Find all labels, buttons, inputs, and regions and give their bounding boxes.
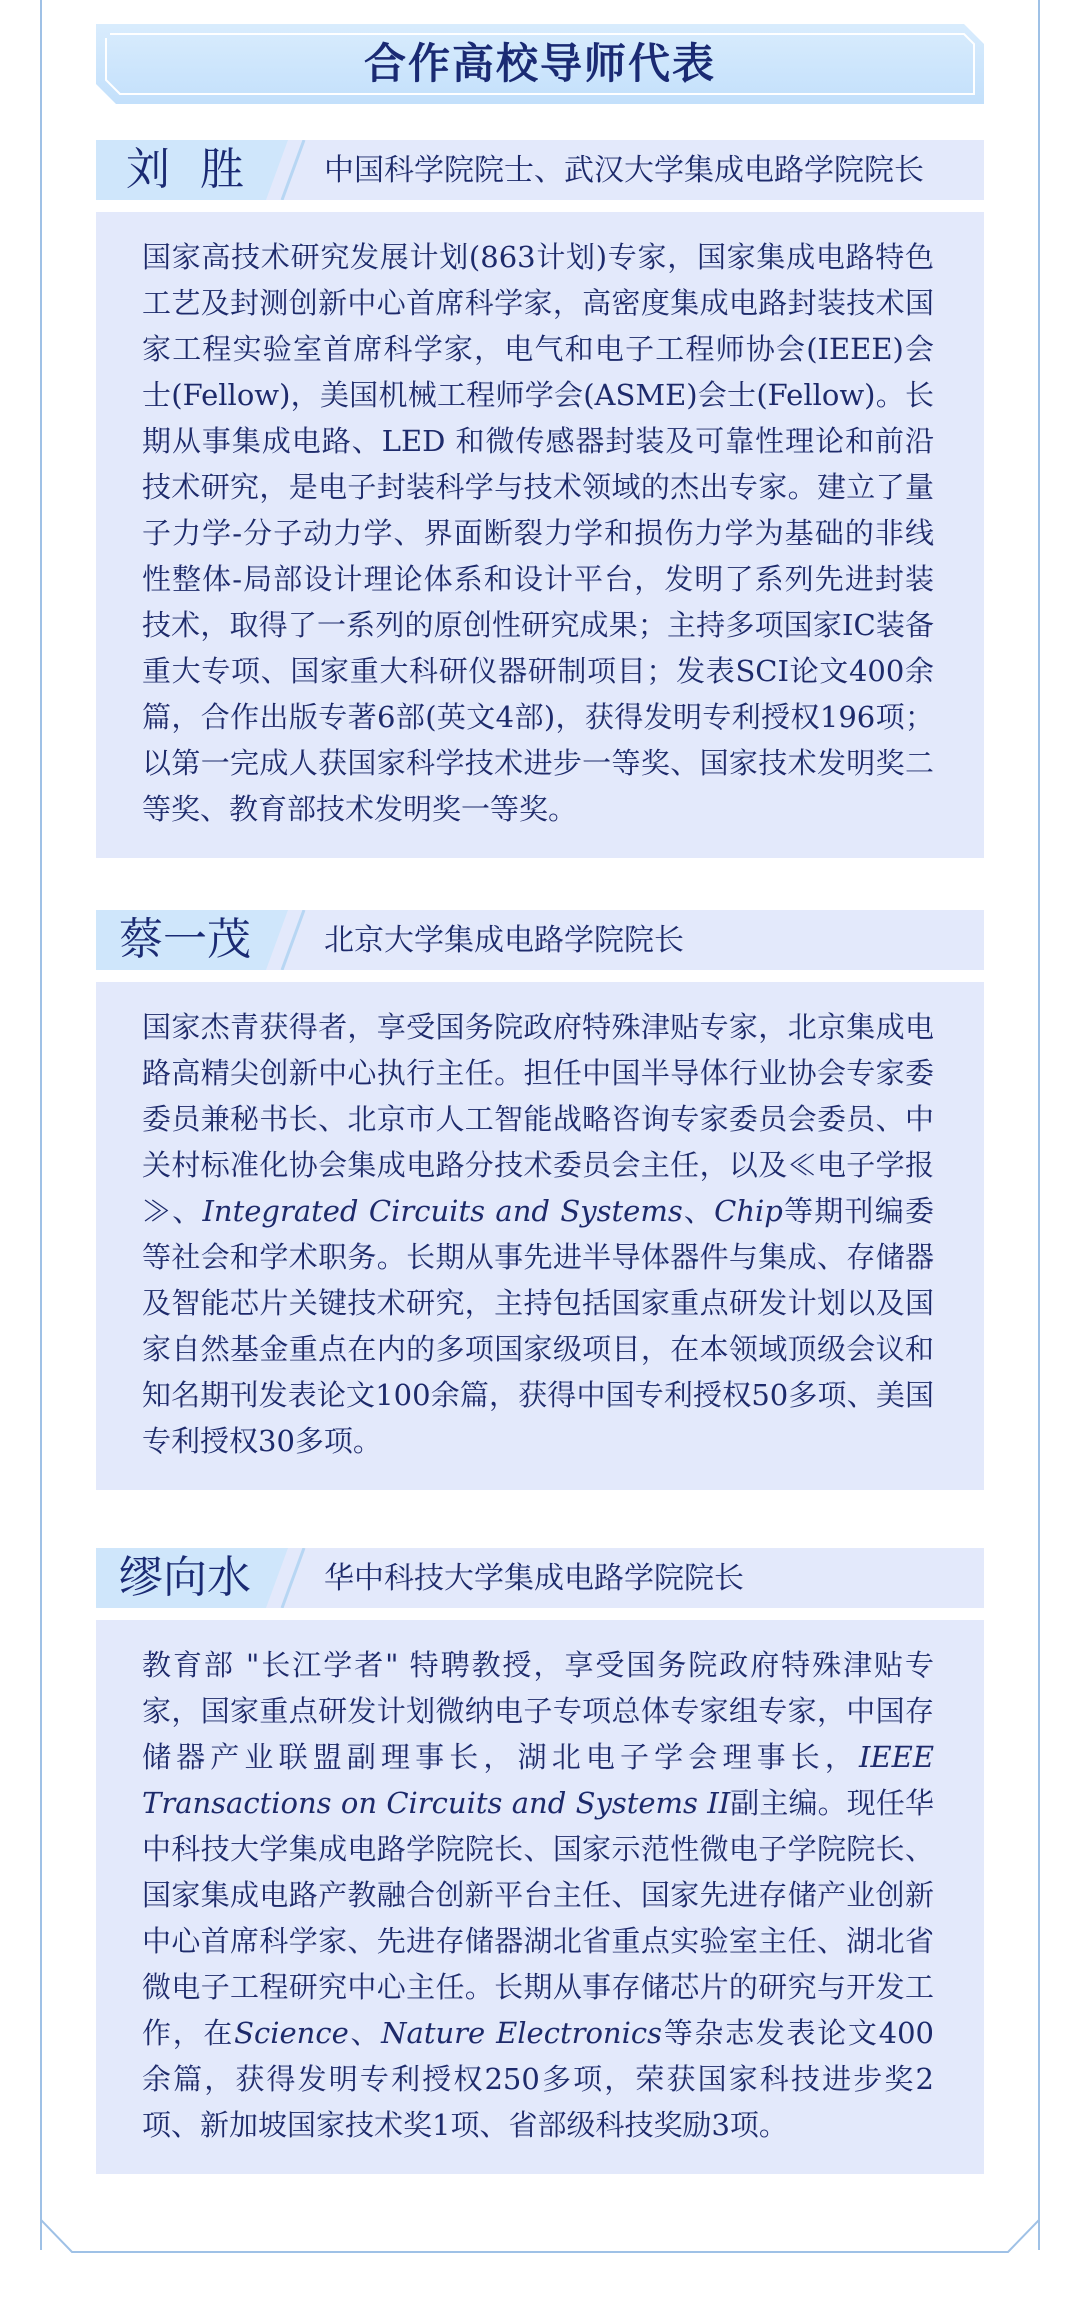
- mentor-section-3: [96, 1548, 984, 2174]
- mentor-name: 蔡一茂: [119, 914, 251, 965]
- bio-text: 等杂志发表论文400余篇，获得发明专利授权250多项，荣获国家科技进步奖2项、新加坡国家技术奖1项、省部级科技奖励3项。: [142, 2016, 934, 2142]
- title-banner: [96, 24, 984, 104]
- bio-italic-title: Chip: [714, 1194, 783, 1228]
- frame-bottom-border: [40, 2160, 1040, 2255]
- mentor-bio: [142, 234, 934, 832]
- mentor-name: 缪向水: [119, 1552, 251, 1603]
- mentor-bio: [142, 1642, 934, 2148]
- bio-italic-title: Integrated Circuits and Systems: [202, 1194, 683, 1228]
- mentor-header: [96, 1548, 984, 1608]
- mentor-bio-panel: [96, 1620, 984, 2174]
- bio-text: 等期刊编委等社会和学术职务。长期从事先进半导体器件与集成、存储器及智能芯片关键技术研究，主持包括国家重点研发计划以及国家自然基金重点在内的多项国家级项目，在本领域顶级会议和知名期刊发表论文100余篇，获得中国专利授权50多项、美国专利授权30多项。: [142, 1194, 934, 1458]
- bio-text: 国家杰青获得者，享受国务院政府特殊津贴专家，北京集成电路高精尖创新中心执行主任。担任中国半导体行业协会专家委委员兼秘书长、北京市人工智能战略咨询专家委员会委员、中关村标准化协会集成电路分技术委员会主任，以及≪电子学报≫、: [142, 1010, 934, 1228]
- mentor-header: [96, 910, 984, 970]
- page-title: 合作高校导师代表: [363, 39, 716, 88]
- bio-text: 、: [348, 2016, 382, 2050]
- mentor-bio-panel: [96, 212, 984, 858]
- mentor-bio-panel: [96, 982, 984, 1490]
- mentor-section-2: [96, 910, 984, 1490]
- mentor-header: [96, 140, 984, 200]
- bio-italic-title: Science: [234, 2016, 349, 2050]
- mentor-name: 刘胜: [126, 144, 274, 195]
- mentor-bio: [142, 1004, 934, 1464]
- bio-text: 教育部 "长江学者" 特聘教授，享受国务院政府特殊津贴专家，国家重点研发计划微纳电子专项总体专家组专家，中国存储器产业联盟副理事长，湖北电子学会理事长，: [142, 1648, 934, 1774]
- mentor-affiliation: 中国科学院院士、武汉大学集成电路学院院长: [324, 153, 924, 188]
- mentor-section-1: [96, 140, 984, 858]
- mentor-affiliation: 华中科技大学集成电路学院院长: [324, 1561, 744, 1596]
- bio-text: 国家高技术研究发展计划(863计划)专家，国家集成电路特色工艺及封测创新中心首席科学家，高密度集成电路封装技术国家工程实验室首席科学家，电气和电子工程师协会(IEEE)会士(Fellow)，美国机械工程师学会(ASME)会士(Fellow)。长期从事集成电路、LED 和微传感器封装及可靠性理论和前沿技术研究，是电子封装科学与技术领域的杰出专家。建立了量子力学-分子动力学、界面断裂力学和损伤力学为基础的非线性整体-局部设计理论体系和设计平台，发明了系列先进封装技术，取得了一系列的原创性研究成果；主持多项国家IC装备重大专项、国家重大科研仪器研制项目；发表SCI论文400余篇，合作出版专著6部(英文4部)，获得发明专利授权196项；以第一完成人获国家科学技术进步一等奖、国家技术发明奖二等奖、教育部技术发明奖一等奖。: [142, 240, 934, 826]
- mentor-affiliation: 北京大学集成电路学院院长: [324, 923, 684, 958]
- bio-text: 副主编。现任华中科技大学集成电路学院院长、国家示范性微电子学院院长、国家集成电路产教融合创新平台主任、国家先进存储产业创新中心首席科学家、先进存储器湖北省重点实验室主任、湖北省微电子工程研究中心主任。长期从事存储芯片的研究与开发工作，在: [142, 1786, 934, 2050]
- bio-italic-title: IEEE Transactions on Circuits and Systems II: [142, 1740, 934, 1820]
- bio-text: 、: [682, 1194, 715, 1228]
- bio-italic-title: Nature Electronics: [381, 2016, 662, 2050]
